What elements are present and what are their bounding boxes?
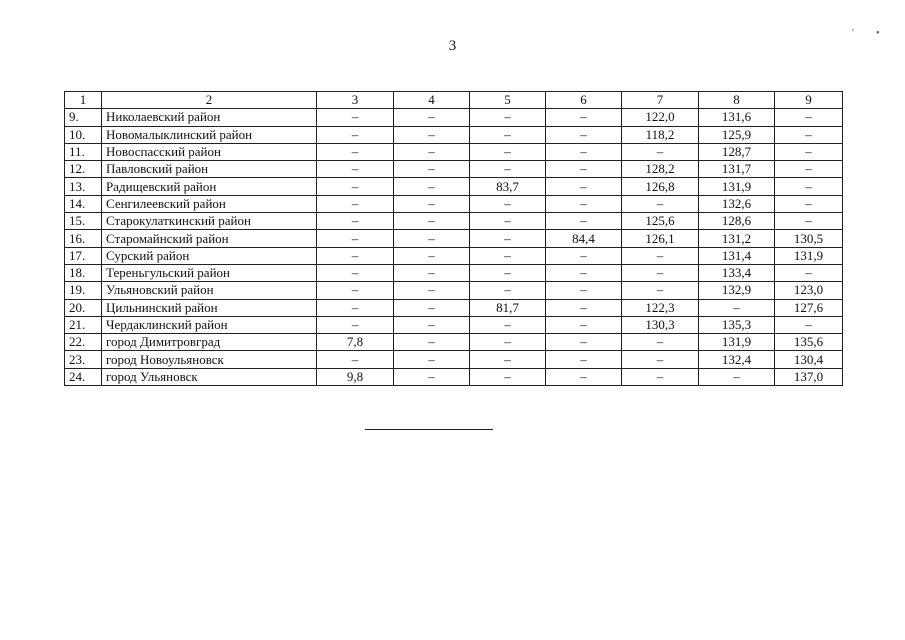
value-cell: – <box>394 213 470 230</box>
value-cell: 131,4 <box>699 247 775 264</box>
value-cell: – <box>546 247 622 264</box>
row-number-cell: 12. <box>65 161 102 178</box>
value-cell: 9,8 <box>317 368 394 385</box>
value-cell: – <box>546 195 622 212</box>
value-cell: – <box>775 264 843 281</box>
value-cell: – <box>317 351 394 368</box>
district-name-cell: Старокулаткинский район <box>102 213 317 230</box>
row-number-cell: 22. <box>65 334 102 351</box>
row-number-cell: 17. <box>65 247 102 264</box>
table-row <box>65 213 843 230</box>
value-cell: 123,0 <box>775 282 843 299</box>
value-cell: 132,4 <box>699 351 775 368</box>
table-row <box>65 195 843 212</box>
value-cell: – <box>317 109 394 126</box>
table-header-row <box>65 92 843 109</box>
row-number-cell: 20. <box>65 299 102 316</box>
value-cell: – <box>546 316 622 333</box>
value-cell: – <box>546 334 622 351</box>
row-number-cell: 21. <box>65 316 102 333</box>
value-cell: – <box>470 126 546 143</box>
table-row <box>65 334 843 351</box>
value-cell: 122,0 <box>622 109 699 126</box>
value-cell: 132,6 <box>699 195 775 212</box>
value-cell: – <box>775 126 843 143</box>
table-row <box>65 178 843 195</box>
value-cell: 131,2 <box>699 230 775 247</box>
value-cell: – <box>775 143 843 160</box>
value-cell: – <box>470 351 546 368</box>
value-cell: – <box>470 143 546 160</box>
value-cell: – <box>394 143 470 160</box>
value-cell: – <box>622 334 699 351</box>
district-name-cell: Павловский район <box>102 161 317 178</box>
scan-mark: • <box>876 28 880 39</box>
value-cell: – <box>546 282 622 299</box>
row-number-cell: 24. <box>65 368 102 385</box>
value-cell: – <box>622 351 699 368</box>
value-cell: – <box>394 264 470 281</box>
header-cell: 7 <box>622 92 699 109</box>
value-cell: – <box>622 195 699 212</box>
value-cell: 125,6 <box>622 213 699 230</box>
value-cell: – <box>317 316 394 333</box>
value-cell: – <box>394 126 470 143</box>
value-cell: – <box>394 195 470 212</box>
header-cell: 3 <box>317 92 394 109</box>
value-cell: – <box>470 161 546 178</box>
value-cell: 128,6 <box>699 213 775 230</box>
value-cell: 131,7 <box>699 161 775 178</box>
value-cell: 135,6 <box>775 334 843 351</box>
value-cell: – <box>546 161 622 178</box>
page-number: 3 <box>448 38 457 54</box>
header-cell: 1 <box>65 92 102 109</box>
value-cell: – <box>699 368 775 385</box>
value-cell: – <box>317 299 394 316</box>
table-row <box>65 230 843 247</box>
value-cell: – <box>394 351 470 368</box>
value-cell: 125,9 <box>699 126 775 143</box>
value-cell: – <box>470 247 546 264</box>
value-cell: – <box>699 299 775 316</box>
value-cell: – <box>394 334 470 351</box>
table-row <box>65 264 843 281</box>
row-number-cell: 15. <box>65 213 102 230</box>
table-row <box>65 143 843 160</box>
value-cell: – <box>394 109 470 126</box>
table-row <box>65 247 843 264</box>
value-cell: 131,6 <box>699 109 775 126</box>
value-cell: 81,7 <box>470 299 546 316</box>
value-cell: – <box>775 161 843 178</box>
row-number-cell: 11. <box>65 143 102 160</box>
value-cell: 118,2 <box>622 126 699 143</box>
value-cell: – <box>546 264 622 281</box>
table-row <box>65 109 843 126</box>
value-cell: – <box>775 109 843 126</box>
header-cell: 6 <box>546 92 622 109</box>
value-cell: 131,9 <box>775 247 843 264</box>
value-cell: – <box>317 143 394 160</box>
scan-mark: ' <box>852 28 854 39</box>
value-cell: – <box>622 247 699 264</box>
district-name-cell: Ульяновский район <box>102 282 317 299</box>
table-row <box>65 368 843 385</box>
district-name-cell: город Димитровград <box>102 334 317 351</box>
value-cell: 131,9 <box>699 178 775 195</box>
value-cell: – <box>394 299 470 316</box>
row-number-cell: 16. <box>65 230 102 247</box>
value-cell: – <box>775 178 843 195</box>
value-cell: 133,4 <box>699 264 775 281</box>
table-row <box>65 316 843 333</box>
value-cell: 128,2 <box>622 161 699 178</box>
value-cell: 127,6 <box>775 299 843 316</box>
header-cell: 2 <box>102 92 317 109</box>
row-number-cell: 23. <box>65 351 102 368</box>
value-cell: – <box>546 351 622 368</box>
value-cell: – <box>546 368 622 385</box>
value-cell: – <box>622 143 699 160</box>
table-body <box>65 92 843 386</box>
value-cell: – <box>394 247 470 264</box>
district-name-cell: Цильнинский район <box>102 299 317 316</box>
value-cell: – <box>470 195 546 212</box>
value-cell: – <box>394 230 470 247</box>
header-cell: 5 <box>470 92 546 109</box>
value-cell: 130,5 <box>775 230 843 247</box>
value-cell: – <box>546 143 622 160</box>
header-cell: 8 <box>699 92 775 109</box>
value-cell: – <box>622 282 699 299</box>
value-cell: – <box>622 368 699 385</box>
value-cell: 132,9 <box>699 282 775 299</box>
district-name-cell: город Ульяновск <box>102 368 317 385</box>
district-name-cell: Старомайнский район <box>102 230 317 247</box>
district-name-cell: Тереньгульский район <box>102 264 317 281</box>
district-name-cell: Радищевский район <box>102 178 317 195</box>
value-cell: – <box>470 282 546 299</box>
district-name-cell: Новомалыклинский район <box>102 126 317 143</box>
value-cell: – <box>622 264 699 281</box>
value-cell: 126,8 <box>622 178 699 195</box>
closing-rule <box>365 429 493 430</box>
row-number-cell: 19. <box>65 282 102 299</box>
table-row <box>65 126 843 143</box>
value-cell: – <box>470 368 546 385</box>
value-cell: – <box>470 334 546 351</box>
value-cell: 122,3 <box>622 299 699 316</box>
value-cell: – <box>317 264 394 281</box>
district-name-cell: Сенгилеевский район <box>102 195 317 212</box>
table-row <box>65 282 843 299</box>
value-cell: – <box>317 247 394 264</box>
row-number-cell: 14. <box>65 195 102 212</box>
value-cell: – <box>317 230 394 247</box>
value-cell: 126,1 <box>622 230 699 247</box>
district-name-cell: Сурский район <box>102 247 317 264</box>
value-cell: 128,7 <box>699 143 775 160</box>
value-cell: – <box>317 161 394 178</box>
header-cell: 4 <box>394 92 470 109</box>
value-cell: 131,9 <box>699 334 775 351</box>
value-cell: 135,3 <box>699 316 775 333</box>
value-cell: 130,3 <box>622 316 699 333</box>
value-cell: – <box>317 126 394 143</box>
district-name-cell: Новоспасский район <box>102 143 317 160</box>
value-cell: – <box>317 178 394 195</box>
value-cell: – <box>775 316 843 333</box>
value-cell: – <box>546 213 622 230</box>
value-cell: 83,7 <box>470 178 546 195</box>
value-cell: – <box>394 161 470 178</box>
data-table <box>64 91 843 386</box>
value-cell: – <box>394 178 470 195</box>
value-cell: – <box>775 213 843 230</box>
value-cell: – <box>546 109 622 126</box>
value-cell: – <box>470 230 546 247</box>
district-name-cell: город Новоульяновск <box>102 351 317 368</box>
value-cell: – <box>317 195 394 212</box>
value-cell: – <box>394 368 470 385</box>
value-cell: – <box>470 264 546 281</box>
value-cell: – <box>470 316 546 333</box>
value-cell: – <box>317 282 394 299</box>
value-cell: – <box>546 126 622 143</box>
value-cell: 137,0 <box>775 368 843 385</box>
value-cell: 84,4 <box>546 230 622 247</box>
value-cell: – <box>394 316 470 333</box>
value-cell: – <box>470 213 546 230</box>
header-cell: 9 <box>775 92 843 109</box>
table-row <box>65 351 843 368</box>
district-name-cell: Чердаклинский район <box>102 316 317 333</box>
district-name-cell: Николаевский район <box>102 109 317 126</box>
table-row <box>65 161 843 178</box>
value-cell: 7,8 <box>317 334 394 351</box>
value-cell: – <box>394 282 470 299</box>
row-number-cell: 9. <box>65 109 102 126</box>
value-cell: – <box>775 195 843 212</box>
value-cell: 130,4 <box>775 351 843 368</box>
value-cell: – <box>546 299 622 316</box>
row-number-cell: 10. <box>65 126 102 143</box>
value-cell: – <box>317 213 394 230</box>
value-cell: – <box>470 109 546 126</box>
table-row <box>65 299 843 316</box>
value-cell: – <box>546 178 622 195</box>
row-number-cell: 13. <box>65 178 102 195</box>
row-number-cell: 18. <box>65 264 102 281</box>
